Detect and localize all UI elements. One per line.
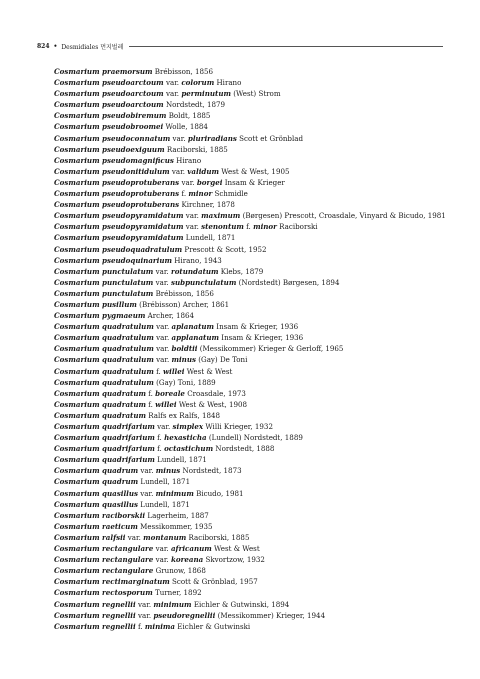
authority: Bicudo, 1981 [196, 488, 244, 498]
infraspecific-name: simplex [172, 422, 204, 431]
species-name: Cosmarium punctulatum [54, 266, 154, 276]
authority: Hirano [216, 78, 242, 88]
rank-marker: f. [181, 189, 187, 199]
list-item [54, 565, 464, 576]
species-name: Cosmarium pseudoprotuberans [54, 189, 180, 199]
list-item [54, 199, 464, 210]
infraspecific-name: subpunctulatum [170, 277, 237, 287]
list-item [54, 576, 464, 587]
species-name: Cosmarium pseudopyramidatum [54, 222, 184, 232]
rank-marker: var. [165, 89, 180, 99]
authority: Skvortzow, 1932 [205, 555, 265, 565]
species-list [54, 66, 464, 632]
authority: West & West, 1905 [221, 166, 290, 176]
list-item [54, 166, 464, 177]
list-item [54, 277, 464, 288]
page-number: 824 [37, 42, 50, 50]
authority: Eichler & Gutwinski, 1894 [193, 599, 290, 609]
infraspecific-name: rotundatum [170, 266, 219, 276]
authority: Ralfs ex Ralfs, 1848 [148, 410, 221, 420]
infraspecific-name: validum [187, 166, 220, 176]
infraspecific-name: willei [155, 399, 177, 409]
list-item [54, 499, 464, 510]
list-item [54, 310, 464, 321]
list-item [54, 554, 464, 565]
list-item [54, 88, 464, 99]
species-name: Cosmarium quadrifarium [54, 455, 155, 465]
species-name: Cosmarium pseudoprotuberans [54, 200, 180, 210]
species-name: Cosmarium pseudoquadratulum [54, 244, 183, 254]
species-name: Cosmarium quadratum [54, 410, 146, 420]
authority: Raciborski [279, 222, 318, 232]
list-item [54, 521, 464, 532]
rank-marker: var. [185, 222, 199, 232]
list-item [54, 465, 464, 476]
rank-marker: var. [156, 322, 170, 332]
species-name: Cosmarium pygmaeum [54, 311, 146, 321]
species-name: Cosmarium ralfsii [54, 532, 126, 542]
list-item [54, 188, 464, 199]
list-item [54, 221, 464, 232]
authority: Grunow, 1868 [155, 566, 206, 576]
authority: Nordstedt, 1888 [215, 444, 275, 454]
rank-marker: var. [156, 355, 170, 365]
rank-marker: var. [140, 466, 154, 476]
authority: Turner, 1892 [154, 588, 202, 598]
list-item [54, 232, 464, 243]
list-item [54, 66, 464, 77]
list-item [54, 99, 464, 110]
running-title: Desmidiales 먼지벌레 [61, 43, 124, 51]
infraspecific-name: stenontum [201, 222, 244, 232]
species-name: Cosmarium rectimarginatum [54, 577, 170, 587]
list-item [54, 210, 464, 221]
list-item [54, 587, 464, 598]
authority: Prescott & Scott, 1952 [184, 244, 267, 254]
species-name: Cosmarium punctulatum [54, 277, 154, 287]
list-item [54, 377, 464, 388]
list-item [54, 266, 464, 277]
species-name: Cosmarium pseudobiremum [54, 111, 167, 121]
authority: West & West [186, 366, 233, 376]
authority: Lagerheim, 1887 [147, 510, 209, 520]
list-item [54, 410, 464, 421]
list-item [54, 332, 464, 343]
list-item [54, 144, 464, 155]
authority: Boldt, 1885 [168, 111, 211, 121]
authority: Eichler & Gutwinski [177, 621, 251, 631]
infraspecific-name: minimum [155, 488, 194, 498]
authority: Brébisson, 1856 [155, 288, 214, 298]
list-item [54, 399, 464, 410]
species-name: Cosmarium quadrum [54, 466, 139, 476]
rank-marker: var. [127, 532, 141, 542]
list-item [54, 255, 464, 266]
rank-marker: var. [140, 488, 154, 498]
authority: Raciborski, 1885 [188, 532, 250, 542]
rank-marker: var. [171, 166, 186, 176]
species-name: Cosmarium quadratum [54, 399, 146, 409]
authority: (Gay) De Toni [198, 355, 248, 365]
species-name: Cosmarium rectangulare [54, 566, 154, 576]
infraspecific-name: boreale [155, 388, 185, 398]
list-item [54, 110, 464, 121]
species-name: Cosmarium quadrifarium [54, 422, 155, 431]
species-name: Cosmarium pseudoexiguum [54, 144, 165, 154]
authority: Hirano, 1943 [174, 255, 222, 265]
list-item [54, 121, 464, 132]
list-item [54, 532, 464, 543]
header-rule [129, 46, 443, 47]
infraspecific-name: octastichum [164, 444, 214, 454]
list-item [54, 432, 464, 443]
species-name: Cosmarium quadratulum [54, 333, 154, 343]
rank-marker: var. [137, 610, 152, 620]
species-name: Cosmarium regnellii [54, 610, 136, 620]
authority: Lundell, 1871 [157, 455, 207, 465]
species-name: Cosmarium quasillus [54, 499, 138, 509]
species-name: Cosmarium quadratulum [54, 322, 154, 332]
rank-marker: var. [155, 266, 169, 276]
authority: (Messikommer) Krieger & Gerloff, 1965 [199, 344, 344, 354]
list-item [54, 610, 464, 621]
rank-marker: var. [157, 422, 171, 431]
rank-marker: f. [148, 388, 153, 398]
infraspecific-name: maximum [201, 211, 241, 221]
species-name: Cosmarium quadrifarium [54, 444, 155, 454]
species-name: Cosmarium quadratum [54, 388, 146, 398]
list-item [54, 288, 464, 299]
rank-marker: var. [185, 211, 199, 221]
species-name: Cosmarium regnellii [54, 599, 136, 609]
infraspecific-name: borgei [196, 177, 223, 187]
list-item [54, 244, 464, 255]
authority: Klebs, 1879 [220, 266, 264, 276]
authority: Insam & Krieger, 1936 [216, 322, 299, 332]
infraspecific-name: minus [171, 355, 196, 365]
authority: Croasdale, 1973 [187, 388, 246, 398]
species-name: Cosmarium rectangulare [54, 555, 154, 565]
infraspecific-name: minor [253, 222, 277, 232]
species-name: Cosmarium quasillus [54, 488, 138, 498]
authority: Archer, 1864 [147, 311, 195, 321]
rank-marker: f. [157, 433, 162, 443]
authority: Insam & Krieger [224, 177, 285, 187]
species-name: Cosmarium pseudoarctoum [54, 89, 164, 99]
list-item [54, 388, 464, 399]
species-name: Cosmarium pseudoconnatum [54, 133, 171, 143]
infraspecific-name: minima [144, 621, 176, 631]
species-name: Cosmarium punctulatum [54, 288, 154, 298]
infraspecific-name: applanatum [171, 333, 219, 343]
list-item [54, 488, 464, 499]
authority: (West) Strom [233, 89, 281, 99]
species-name: Cosmarium regnellii [54, 621, 136, 631]
list-item [54, 443, 464, 454]
infraspecific-name: willei [163, 366, 185, 376]
authority: (Brébisson) Archer, 1861 [139, 299, 230, 309]
rank-marker: var. [155, 544, 169, 554]
infraspecific-name: pluriradians [187, 133, 237, 143]
list-item [54, 155, 464, 166]
infraspecific-name: koreana [170, 555, 204, 565]
species-name: Cosmarium rectangulare [54, 544, 154, 554]
infraspecific-name: perminutum [181, 89, 231, 99]
authority: Schmidle [214, 189, 248, 199]
infraspecific-name: africanum [170, 544, 212, 554]
list-item [54, 621, 464, 632]
authority: Wolle, 1884 [165, 122, 208, 132]
species-name: Cosmarium pseudomagnificus [54, 155, 174, 165]
authority: (Gay) Toni, 1889 [156, 377, 216, 387]
authority: (Lundell) Nordstedt, 1889 [208, 433, 303, 443]
authority: Nordstedt, 1873 [182, 466, 242, 476]
authority: Lundell, 1871 [140, 477, 191, 487]
authority: Lundell, 1871 [185, 233, 236, 243]
list-item [54, 343, 464, 354]
authority: Kirchner, 1878 [181, 200, 235, 210]
list-item [54, 421, 464, 432]
rank-marker: var. [172, 133, 186, 143]
list-item [54, 543, 464, 554]
authority: Insam & Krieger, 1936 [221, 333, 304, 343]
species-name: Cosmarium quadratulum [54, 355, 154, 365]
authority: Brébisson, 1856 [154, 67, 214, 76]
species-name: Cosmarium quadratulum [54, 377, 154, 387]
rank-marker: var. [155, 555, 169, 565]
rank-marker: var. [165, 78, 180, 88]
species-name: Cosmarium pseudoquinarium [54, 255, 173, 265]
species-name: Cosmarium praemorsum [54, 67, 153, 76]
header-separator: • [53, 42, 58, 50]
authority: (Børgesen) Prescott, Croasdale, Vinyard & Bicudo, 1981 [242, 211, 446, 221]
authority: Raciborski, 1885 [166, 144, 228, 154]
list-item [54, 77, 464, 88]
list-item [54, 510, 464, 521]
rank-marker: f. [148, 399, 153, 409]
authority: Willi Krieger, 1932 [205, 422, 273, 431]
list-item [54, 454, 464, 465]
species-name: Cosmarium raeticum [54, 521, 138, 531]
species-name: Cosmarium rectosporum [54, 588, 153, 598]
authority: Scott & Grönblad, 1957 [172, 577, 258, 587]
list-item [54, 354, 464, 365]
rank-marker: var. [155, 277, 169, 287]
infraspecific-name: colorum [181, 78, 215, 88]
authority: West & West [214, 544, 260, 554]
infraspecific-name: aplanatum [171, 322, 215, 332]
species-name: Cosmarium quadrum [54, 477, 139, 487]
authority: Messikommer, 1935 [140, 521, 213, 531]
list-item [54, 476, 464, 487]
list-item [54, 321, 464, 332]
species-name: Cosmarium pseudoarctoum [54, 100, 164, 110]
rank-marker: f. [246, 222, 251, 232]
authority: Scott et Grönblad [239, 133, 303, 143]
list-item [54, 299, 464, 310]
authority: Hirano [176, 155, 202, 165]
list-item [54, 133, 464, 144]
list-item [54, 366, 464, 377]
infraspecific-name: montanum [143, 532, 187, 542]
rank-marker: f. [156, 366, 161, 376]
species-name: Cosmarium quadratulum [54, 366, 154, 376]
species-name: Cosmarium raciborskii [54, 510, 146, 520]
authority: West & West, 1908 [178, 399, 248, 409]
rank-marker: var. [137, 599, 152, 609]
infraspecific-name: minimum [153, 599, 192, 609]
authority: Lundell, 1871 [140, 499, 190, 509]
species-name: Cosmarium pseudonitidulum [54, 166, 170, 176]
authority: (Messikommer) Krieger, 1944 [217, 610, 326, 620]
rank-marker: var. [181, 177, 195, 187]
species-name: Cosmarium pusillum [54, 299, 137, 309]
species-name: Cosmarium quadrifarium [54, 433, 155, 443]
list-item [54, 177, 464, 188]
species-name: Cosmarium quadratulum [54, 344, 154, 354]
species-name: Cosmarium pseudoprotuberans [54, 177, 180, 187]
infraspecific-name: minor [188, 189, 213, 199]
infraspecific-name: minus [155, 466, 181, 476]
infraspecific-name: hexasticha [164, 433, 207, 443]
infraspecific-name: pseudoregnellii [153, 610, 216, 620]
list-item [54, 599, 464, 610]
rank-marker: var. [156, 333, 170, 343]
rank-marker: var. [156, 344, 170, 354]
running-header [37, 40, 443, 52]
authority: Nordstedt, 1879 [165, 100, 226, 110]
species-name: Cosmarium pseudopyramidatum [54, 233, 184, 243]
rank-marker: f. [137, 621, 143, 631]
species-name: Cosmarium pseudobroomei [54, 122, 164, 132]
infraspecific-name: boldtii [171, 344, 198, 354]
species-name: Cosmarium pseudoarctoum [54, 78, 164, 88]
authority: (Nordstedt) Børgesen, 1894 [238, 277, 340, 287]
rank-marker: f. [157, 444, 162, 454]
species-name: Cosmarium pseudopyramidatum [54, 211, 184, 221]
